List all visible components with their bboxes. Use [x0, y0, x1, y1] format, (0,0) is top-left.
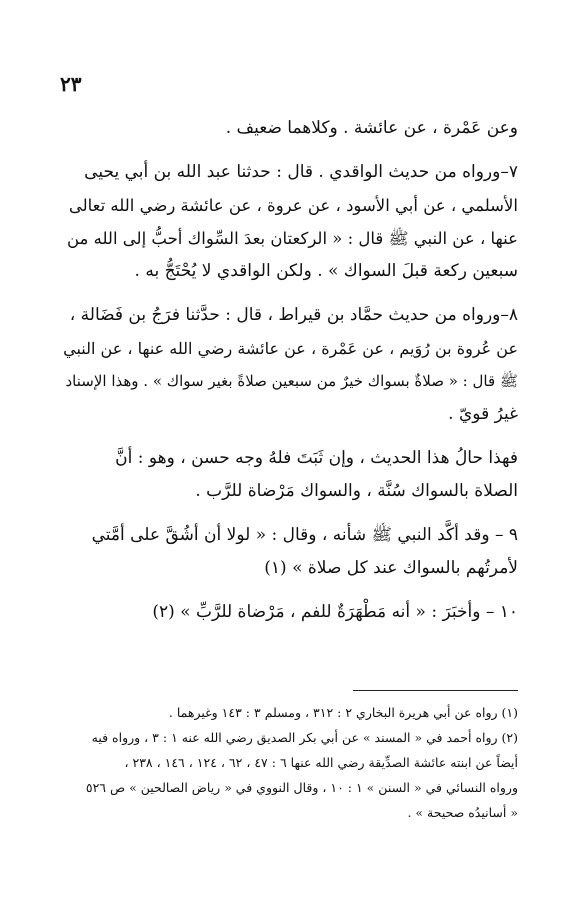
text-line: غيرُ قويّ . — [448, 404, 518, 424]
text-line: ٨–ورواه من حديث حمَّاد بن قيراط ، قال : حدَّثنا فرَجُ بن فَضَالة ، — [69, 305, 518, 325]
footnote-line: أيضاً عن ابنته عائشة الصدِّيقة رضي الله عنها ٦ : ٤٧ ، ٦٢ ، ١٢٤ ، ١٤٦ ، ٢٣٨ ، — [124, 755, 518, 770]
text-line: عنها ، عن النبي ﷺ قال : « الركعتان بعدَ السِّواك أحبُّ إلى الله من — [66, 229, 518, 248]
text-line: ٩ – وقد أكَّد النبي ﷺ شأنه ، وقال : « لولا أن أشُقَّ على أمَّتي — [91, 525, 518, 545]
body-text — [60, 112, 518, 640]
text-line: الأسلمي ، عن أبي الأسود ، عن عروة ، عن عائشة رضي الله تعالى — [68, 196, 518, 215]
text-line: عن عُروة بن رُوَيم ، عن عَمْرة ، عن عائشة رضي الله عنها ، عن النبي — [63, 339, 518, 358]
footnote-line: (١) رواه عن أبي هريرة البخاري ٢ : ٣١٢ ، ومسلم ٣ : ١٤٣ وغيرهما . — [168, 705, 518, 720]
paragraph-intro — [60, 112, 518, 145]
page-number: ٢٣ — [60, 72, 82, 96]
paragraph-hadith-8 — [60, 299, 518, 431]
text-line: ١٠ – وأخبَرَ : « أنه مَطْهَرَةٌ للفم ، مَرْضاة للرَّبِّ » (٢) — [152, 602, 518, 622]
footnote-1 — [60, 700, 518, 725]
footnote-line: (٢) رواه أحمد في « المسند » عن أبي بكر الصديق رضي الله عنه ١ : ٣ ، ورواه فيه — [91, 730, 518, 745]
footnotes — [60, 700, 518, 825]
text-line: وعن عَمْرة ، عن عائشة . وكلاهما ضعيف . — [225, 118, 518, 138]
text-line: الصلاة بالسواك سُنَّة ، والسواك مَرْضاة للرَّب . — [195, 481, 518, 501]
paragraph-assessment — [60, 442, 518, 508]
footnote-divider — [353, 690, 518, 691]
footnote-line: ورواه النسائي في « السنن » ١ : ١٠ ، وقال النووي في « رياض الصالحين » ص ٥٢٦ — [85, 780, 518, 795]
text-line: ٧–ورواه من حديث الواقدي . قال : حدثنا عبد الله بن أبي يحيى — [84, 162, 518, 182]
text-line: فهذا حالُ هذا الحديث ، وإن ثَبَتَ فلهُ وجه حسن ، وهو : أنَّ — [115, 448, 518, 468]
paragraph-hadith-9 — [60, 519, 518, 585]
paragraph-hadith-7 — [60, 156, 518, 288]
text-line: ﷺ قال : « صلاةٌ بسواك خيرٌ من سبعين صلاةً بغير سواك » . وهذا الإسناد — [65, 372, 518, 390]
paragraph-hadith-10 — [60, 596, 518, 629]
text-line: لأمرتُهم بالسواك عند كل صلاة » (١) — [264, 558, 518, 578]
text-line: سبعين ركعة قبلَ السواك » . ولكن الواقدي لا يُحْتَجُّ به . — [134, 261, 518, 281]
footnote-2 — [60, 725, 518, 825]
footnote-line: « أسانيدُه صحيحة » . — [407, 805, 518, 820]
